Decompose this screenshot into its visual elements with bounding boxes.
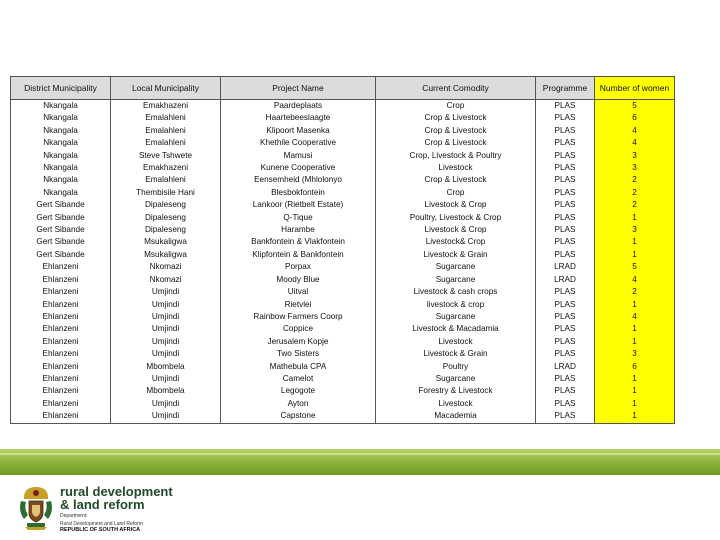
commodity-cell: Livestock & Grain [376, 249, 536, 261]
women-count-cell: 1 [595, 212, 675, 224]
project-name-cell: Rainbow Farmers Coorp [221, 311, 376, 323]
local-municipality-cell: Dipaleseng [111, 199, 221, 211]
programme-cell: PLAS [536, 100, 595, 113]
commodity-cell: Crop & Livestock [376, 112, 536, 124]
district-cell: Gert Sibande [11, 199, 111, 211]
footer-green-band [0, 449, 720, 475]
commodity-cell: Poultry [376, 361, 536, 373]
project-name-cell: Bankfontein & Vlakfontein [221, 236, 376, 248]
project-name-cell: Lankoor (Rietbelt Estate) [221, 199, 376, 211]
project-name-cell: Jerusalem Kopje [221, 336, 376, 348]
commodity-cell: Crop, Livestock & Poultry [376, 150, 536, 162]
table-row [11, 212, 675, 224]
table-body [11, 100, 675, 424]
women-count-cell: 2 [595, 286, 675, 298]
commodity-cell: Livestock [376, 336, 536, 348]
commodity-cell: Livestock & Crop [376, 199, 536, 211]
women-count-cell: 1 [595, 398, 675, 410]
women-count-cell: 1 [595, 410, 675, 423]
women-count-cell: 1 [595, 385, 675, 397]
women-count-cell: 3 [595, 348, 675, 360]
project-name-cell: Capstone [221, 410, 376, 423]
commodity-cell: Sugarcane [376, 261, 536, 273]
programme-cell: PLAS [536, 410, 595, 423]
women-count-cell: 1 [595, 373, 675, 385]
project-name-cell: Klipfontein & Bankfontein [221, 249, 376, 261]
project-name-cell: Klipoort Masenka [221, 125, 376, 137]
commodity-cell: Sugarcane [376, 311, 536, 323]
programme-cell: PLAS [536, 348, 595, 360]
women-count-cell: 6 [595, 361, 675, 373]
programme-cell: PLAS [536, 398, 595, 410]
local-municipality-cell: Msukaligwa [111, 236, 221, 248]
project-name-cell: Camelot [221, 373, 376, 385]
programme-cell: LRAD [536, 261, 595, 273]
local-municipality-cell: Steve Tshwete [111, 150, 221, 162]
district-cell: Ehlanzeni [11, 311, 111, 323]
programme-cell: PLAS [536, 162, 595, 174]
women-count-cell: 3 [595, 150, 675, 162]
district-cell: Ehlanzeni [11, 286, 111, 298]
district-cell: Ehlanzeni [11, 385, 111, 397]
commodity-cell: Poultry, Livestock & Crop [376, 212, 536, 224]
table-row [11, 373, 675, 385]
women-count-cell: 4 [595, 274, 675, 286]
commodity-cell: Livestock& Crop [376, 236, 536, 248]
local-municipality-cell: Dipaleseng [111, 212, 221, 224]
women-count-cell: 5 [595, 100, 675, 113]
project-name-cell: Harambe [221, 224, 376, 236]
women-count-cell: 5 [595, 261, 675, 273]
district-cell: Gert Sibande [11, 212, 111, 224]
district-cell: Nkangala [11, 125, 111, 137]
programme-cell: PLAS [536, 137, 595, 149]
commodity-cell: Crop [376, 187, 536, 199]
commodity-cell: livestock & crop [376, 299, 536, 311]
district-cell: Ehlanzeni [11, 299, 111, 311]
district-cell: Ehlanzeni [11, 261, 111, 273]
district-cell: Nkangala [11, 137, 111, 149]
header-local-municipality: Local Municipality [111, 77, 221, 100]
district-cell: Ehlanzeni [11, 361, 111, 373]
district-cell: Ehlanzeni [11, 336, 111, 348]
table-row [11, 137, 675, 149]
department-logo [18, 482, 258, 538]
local-municipality-cell: Msukaligwa [111, 249, 221, 261]
table-row [11, 236, 675, 248]
local-municipality-cell: Umjindi [111, 311, 221, 323]
district-cell: Ehlanzeni [11, 348, 111, 360]
table-row [11, 410, 675, 423]
district-cell: Gert Sibande [11, 236, 111, 248]
table-row [11, 348, 675, 360]
commodity-cell: Macademia [376, 410, 536, 423]
country-name: REPUBLIC OF SOUTH AFRICA [60, 527, 141, 533]
local-municipality-cell: Umjindi [111, 410, 221, 423]
table-row [11, 199, 675, 211]
commodity-cell: Livestock & Crop [376, 224, 536, 236]
commodity-cell: Livestock & Grain [376, 348, 536, 360]
women-count-cell: 2 [595, 174, 675, 186]
programme-cell: PLAS [536, 174, 595, 186]
local-municipality-cell: Umjindi [111, 398, 221, 410]
commodity-cell: Crop [376, 100, 536, 113]
local-municipality-cell: Dipaleseng [111, 224, 221, 236]
women-count-cell: 3 [595, 162, 675, 174]
table-row [11, 174, 675, 186]
programme-cell: LRAD [536, 361, 595, 373]
women-count-cell: 1 [595, 236, 675, 248]
brand-text [60, 485, 173, 533]
commodity-cell: Crop & Livestock [376, 137, 536, 149]
local-municipality-cell: Umjindi [111, 286, 221, 298]
table-row [11, 112, 675, 124]
district-cell: Gert Sibande [11, 224, 111, 236]
project-name-cell: Ayton [221, 398, 376, 410]
programme-cell: PLAS [536, 249, 595, 261]
district-cell: Nkangala [11, 100, 111, 113]
project-name-cell: Blesbokfontein [221, 187, 376, 199]
local-municipality-cell: Mbombela [111, 361, 221, 373]
header-district-municipality: District Municipality [11, 77, 111, 100]
local-municipality-cell: Umjindi [111, 373, 221, 385]
programme-cell: PLAS [536, 323, 595, 335]
commodity-cell: Crop & Livestock [376, 174, 536, 186]
table-row [11, 187, 675, 199]
women-count-cell: 1 [595, 336, 675, 348]
district-cell: Nkangala [11, 162, 111, 174]
table-row [11, 398, 675, 410]
table-row [11, 361, 675, 373]
district-cell: Nkangala [11, 174, 111, 186]
programme-cell: PLAS [536, 112, 595, 124]
programme-cell: PLAS [536, 286, 595, 298]
project-name-cell: Two Sisters [221, 348, 376, 360]
table-row [11, 150, 675, 162]
local-municipality-cell: Emalahleni [111, 137, 221, 149]
table-row [11, 100, 675, 113]
project-name-cell: Khethile Cooperative [221, 137, 376, 149]
commodity-cell: Livestock [376, 398, 536, 410]
local-municipality-cell: Emalahleni [111, 112, 221, 124]
women-count-cell: 4 [595, 125, 675, 137]
district-cell: Nkangala [11, 112, 111, 124]
table-row [11, 385, 675, 397]
women-count-cell: 4 [595, 137, 675, 149]
commodity-cell: Livestock & cash crops [376, 286, 536, 298]
programme-cell: PLAS [536, 385, 595, 397]
local-municipality-cell: Umjindi [111, 323, 221, 335]
project-name-cell: Haartebeeslaagte [221, 112, 376, 124]
programme-cell: PLAS [536, 125, 595, 137]
programme-cell: PLAS [536, 311, 595, 323]
district-cell: Ehlanzeni [11, 373, 111, 385]
women-projects-table [10, 76, 675, 424]
local-municipality-cell: Umjindi [111, 299, 221, 311]
local-municipality-cell: Emalahleni [111, 125, 221, 137]
district-cell: Ehlanzeni [11, 274, 111, 286]
table-row [11, 224, 675, 236]
programme-cell: PLAS [536, 299, 595, 311]
brand-line-1: rural development [60, 484, 173, 499]
project-name-cell: Moody Blue [221, 274, 376, 286]
commodity-cell: Livestock [376, 162, 536, 174]
programme-cell: PLAS [536, 199, 595, 211]
local-municipality-cell: Nkomazi [111, 261, 221, 273]
local-municipality-cell: Nkomazi [111, 274, 221, 286]
commodity-cell: Sugarcane [376, 274, 536, 286]
women-count-cell: 4 [595, 311, 675, 323]
district-cell: Ehlanzeni [11, 398, 111, 410]
table-row [11, 311, 675, 323]
district-cell: Gert Sibande [11, 249, 111, 261]
table-row [11, 336, 675, 348]
district-cell: Nkangala [11, 150, 111, 162]
footer-stripe [0, 453, 720, 455]
project-name-cell: Eensemheid (Mhlolonyo [221, 174, 376, 186]
programme-cell: PLAS [536, 373, 595, 385]
women-count-cell: 1 [595, 323, 675, 335]
local-municipality-cell: Thembisile Hani [111, 187, 221, 199]
header-project-name: Project Name [221, 77, 376, 100]
project-name-cell: Rietvlei [221, 299, 376, 311]
women-count-cell: 6 [595, 112, 675, 124]
local-municipality-cell: Emakhazeni [111, 162, 221, 174]
table-row [11, 125, 675, 137]
local-municipality-cell: Umjindi [111, 336, 221, 348]
table-row [11, 162, 675, 174]
project-name-cell: Coppice [221, 323, 376, 335]
table-row [11, 249, 675, 261]
project-name-cell: Legogote [221, 385, 376, 397]
commodity-cell: Sugarcane [376, 373, 536, 385]
commodity-cell: Forestry & Livestock [376, 385, 536, 397]
table-row [11, 299, 675, 311]
programme-cell: PLAS [536, 236, 595, 248]
programme-cell: LRAD [536, 274, 595, 286]
women-count-cell: 1 [595, 249, 675, 261]
district-cell: Ehlanzeni [11, 410, 111, 423]
dept-name: Rural Development and Land Reform [60, 521, 143, 527]
programme-cell: PLAS [536, 187, 595, 199]
table-row [11, 274, 675, 286]
district-cell: Ehlanzeni [11, 323, 111, 335]
dept-label: Department: [60, 513, 88, 519]
project-name-cell: Mamusi [221, 150, 376, 162]
women-count-cell: 2 [595, 199, 675, 211]
table-header-row [11, 77, 675, 100]
local-municipality-cell: Umjindi [111, 348, 221, 360]
local-municipality-cell: Emakhazeni [111, 100, 221, 113]
local-municipality-cell: Emalahleni [111, 174, 221, 186]
brand-line-2: & land reform [60, 497, 145, 512]
table-row [11, 286, 675, 298]
programme-cell: PLAS [536, 336, 595, 348]
project-name-cell: Mathebula CPA [221, 361, 376, 373]
coat-of-arms-icon [18, 485, 54, 531]
project-name-cell: Kunene Cooperative [221, 162, 376, 174]
district-cell: Nkangala [11, 187, 111, 199]
project-name-cell: Porpax [221, 261, 376, 273]
local-municipality-cell: Mbombela [111, 385, 221, 397]
women-count-cell: 2 [595, 187, 675, 199]
programme-cell: PLAS [536, 224, 595, 236]
women-projects-table-container [10, 76, 674, 424]
project-name-cell: Paardeplaats [221, 100, 376, 113]
header-number-of-women: Number of women [595, 77, 675, 100]
commodity-cell: Livestock & Macadamia [376, 323, 536, 335]
table-row [11, 323, 675, 335]
women-count-cell: 3 [595, 224, 675, 236]
header-programme: Programme [536, 77, 595, 100]
commodity-cell: Crop & Livestock [376, 125, 536, 137]
programme-cell: PLAS [536, 212, 595, 224]
table-row [11, 261, 675, 273]
programme-cell: PLAS [536, 150, 595, 162]
header-current-commodity: Current Comodity [376, 77, 536, 100]
project-name-cell: Uitval [221, 286, 376, 298]
project-name-cell: Q-Tique [221, 212, 376, 224]
women-count-cell: 1 [595, 299, 675, 311]
